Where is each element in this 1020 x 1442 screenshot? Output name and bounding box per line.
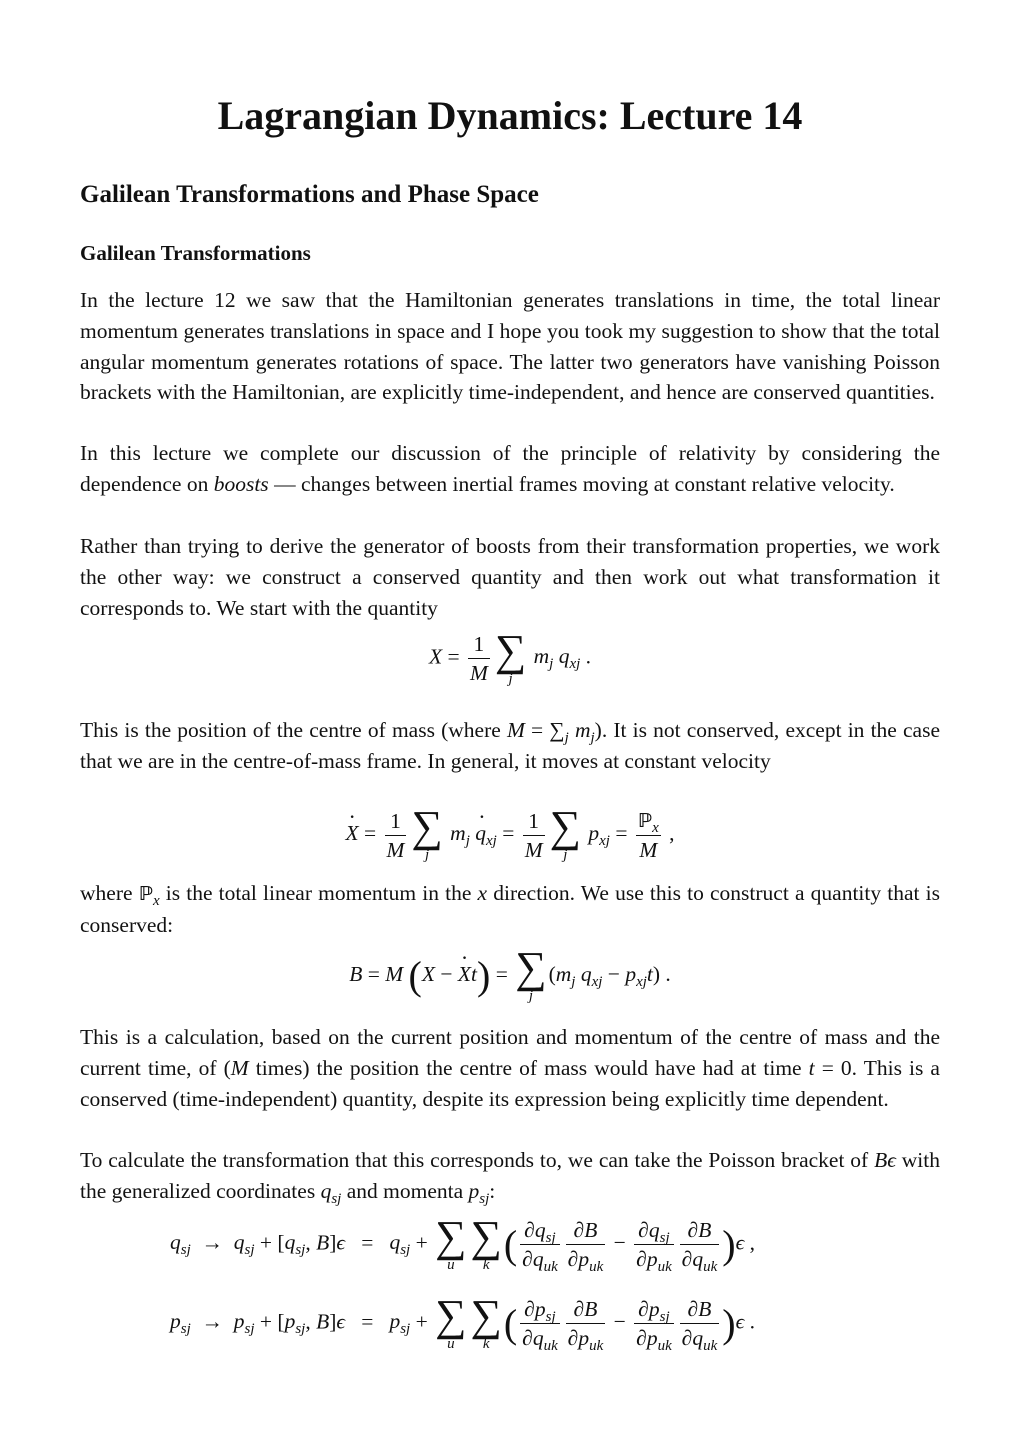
equation-transform-p: $p_{sj} \to p_{sj} + [p_{sj}$, $B]\epsilon = p_{sj}$ + ∑ u ∑ k ( $\frac{\partial p_{sj}}{\partial q_{uk}}$ $\frac{\partial B}{\partial p_{uk}}$ − $\frac{\partial p_{sj}}{\partial p_{uk}}$ $\frac{\partial B}{\partial q_{uk}}$ )ϵ . — [170, 1290, 756, 1354]
paragraph-approach: Rather than trying to derive the generator of boosts from their transformation properties, we work the other way: we construct a conserved quantity and then work out what transformation it corresponds to. We start with the quantity — [80, 534, 940, 620]
section-title: Galilean Transformations and Phase Space — [80, 181, 539, 208]
paragraph-centre-of-mass: This is the position of the centre of mass (where $M = \sum_j$ $m_j$). It is not conserved, except in the case that we are in the centre-of-mass frame. In general, it moves at constant velocity — [80, 718, 940, 773]
paragraph-momentum: where ℙ$_x$ is the total linear momentum in the x direction. We use this to construct a quantity that is conserved: — [80, 881, 941, 937]
subsection-title: Galilean Transformations — [80, 241, 311, 265]
equation-centre-of-mass: X = $\frac{1}{M}$ ∑ j $m_j$ $q_{xj}$ . — [428, 625, 592, 687]
paragraph-calculation: This is a calculation, based on the current position and momentum of the centre of mass and the current time, of (M times) the position the centre of mass would have had at time t = 0. This is a conserved (time-independent) quantity, despite its expression being explicitly time dependent. — [80, 1025, 940, 1111]
paragraph-boosts: In this lecture we complete our discussion of the principle of relativity by considering the dependence on boosts — changes between inertial frames moving at constant relative velocity. — [80, 441, 940, 496]
paragraph-intro: In the lecture 12 we saw that the Hamiltonian generates translations in time, the total linear momentum generates translations in space and I hope you took my suggestion to show that the total angular momentum generates rotations of space. The latter two generators have vanishing Poisson brackets with the Hamiltonian, are explicitly time-independent, and hence are conserved quantities. — [80, 288, 940, 405]
equation-transform-q: $q_{sj} \to q_{sj} + [q_{sj}$, $B]\epsilon = q_{sj}$ + ∑ u ∑ k ( $\frac{\partial q_{sj}}{\partial q_{uk}}$ $\frac{\partial B}{\partial p_{uk}}$ − $\frac{\partial q_{sj}}{\partial p_{uk}}$ $\frac{\partial B}{\partial q_{uk}}$ )ϵ , — [170, 1211, 756, 1275]
equation-velocity: X · = $\frac{1}{M}$ ∑ j $m_j$ $q \cdot_{xj}$ = $\frac{1}{M}$ ∑ j $p_{xj}$ = $\frac{ℙ_x}{M}$ , — [80, 806, 940, 864]
paragraph-poisson: To calculate the transformation that this corresponds to, we can take the Poisson bracket of Bϵ with the generalized coordinates $q_{sj}$ and momenta $p_{sj}$: — [80, 1148, 940, 1207]
page-title: Lagrangian Dynamics: Lecture 14 — [217, 93, 803, 138]
equation-conserved-quantity: B = M (X − X ·t) = ∑ j ($m_j$ $q_{xj} - p_{xj}t$) . — [80, 948, 940, 1004]
